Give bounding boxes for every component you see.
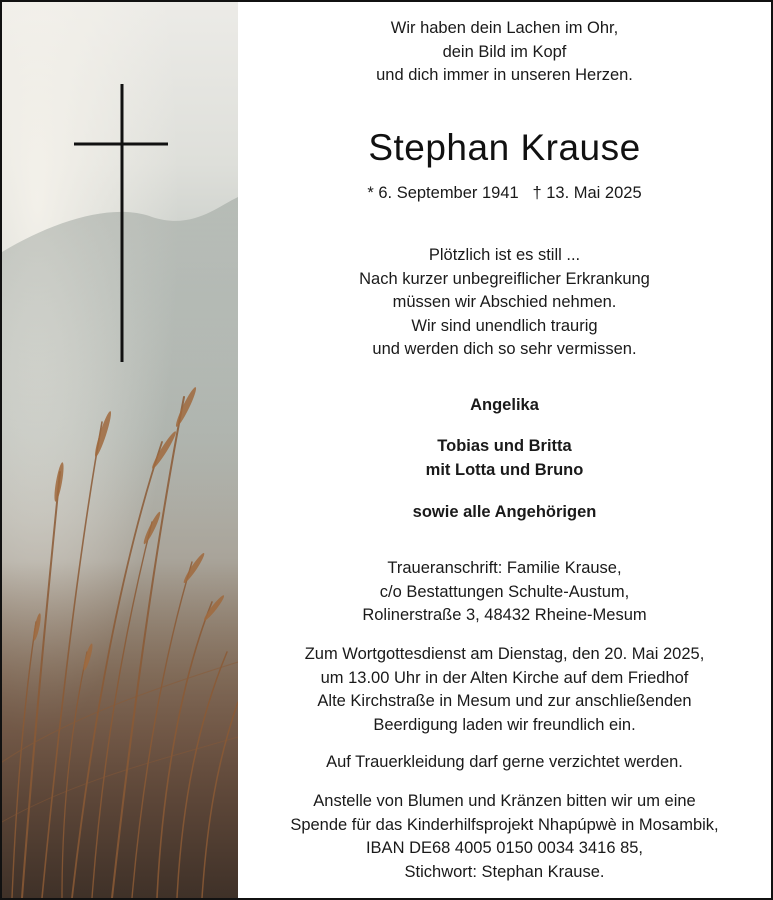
grandchildren-names: mit Lotta und Bruno	[425, 460, 584, 479]
address-line: Rolinerstraße 3, 48432 Rheine-Mesum	[362, 606, 647, 624]
family-others	[238, 501, 771, 525]
mourning-address	[238, 557, 771, 628]
message-line: Nach kurzer unbegreiflicher Erkrankung	[359, 269, 650, 288]
message-line: Plötzlich ist es still ...	[428, 246, 581, 264]
service-line: Beerdigung laden wir freundlich ein.	[373, 715, 636, 734]
grass-landscape-image	[2, 2, 238, 898]
poem-line: Wir haben dein Lachen im Ohr,	[390, 19, 619, 37]
service-line: Alte Kirchstraße in Mesum und zur anschließenden	[317, 692, 692, 710]
donation-line: Stichwort: Stephan Krause.	[404, 862, 605, 881]
donation-line: Spende für das Kinderhilfsprojekt Nhapúpwè in Mosambik,	[290, 815, 719, 834]
address-line: c/o Bestattungen Schulte-Austum,	[379, 582, 630, 601]
death-date: † 13. Mai 2025	[532, 184, 642, 202]
message-line: Wir sind unendlich traurig	[411, 316, 598, 335]
attire-note	[238, 751, 771, 775]
poem	[238, 17, 771, 88]
other-relatives: sowie alle Angehörigen	[412, 503, 597, 521]
attire-text: Auf Trauerkleidung darf gerne verzichtet werden.	[326, 753, 683, 771]
message-line: müssen wir Abschied nehmen.	[392, 293, 617, 311]
memorial-photo	[2, 2, 238, 898]
birth-date: * 6. September 1941	[367, 184, 519, 202]
spouse-name: Angelika	[470, 396, 539, 414]
family-spouse	[238, 394, 771, 418]
message-line: und werden dich so sehr vermissen.	[372, 340, 637, 358]
obituary-text	[238, 2, 771, 898]
donation-line: IBAN DE68 4005 0150 0034 3416 85,	[365, 839, 644, 857]
donation-line: Anstelle von Blumen und Kränzen bitten wir um eine	[313, 792, 696, 810]
condolence-message	[238, 244, 771, 362]
deceased-name: Stephan Krause	[368, 127, 641, 168]
address-line: Traueranschrift: Familie Krause,	[387, 559, 622, 577]
service-info	[238, 643, 771, 737]
service-line: Zum Wortgottesdienst am Dienstag, den 20. Mai 2025,	[304, 645, 705, 663]
family-children	[238, 435, 771, 482]
poem-line: dein Bild im Kopf	[442, 42, 567, 61]
service-line: um 13.00 Uhr in der Alten Kirche auf dem Friedhof	[320, 668, 689, 687]
life-dates	[238, 182, 771, 206]
children-names: Tobias und Britta	[437, 437, 572, 455]
poem-line: und dich immer in unseren Herzen.	[376, 66, 633, 84]
donation-request	[238, 790, 771, 884]
